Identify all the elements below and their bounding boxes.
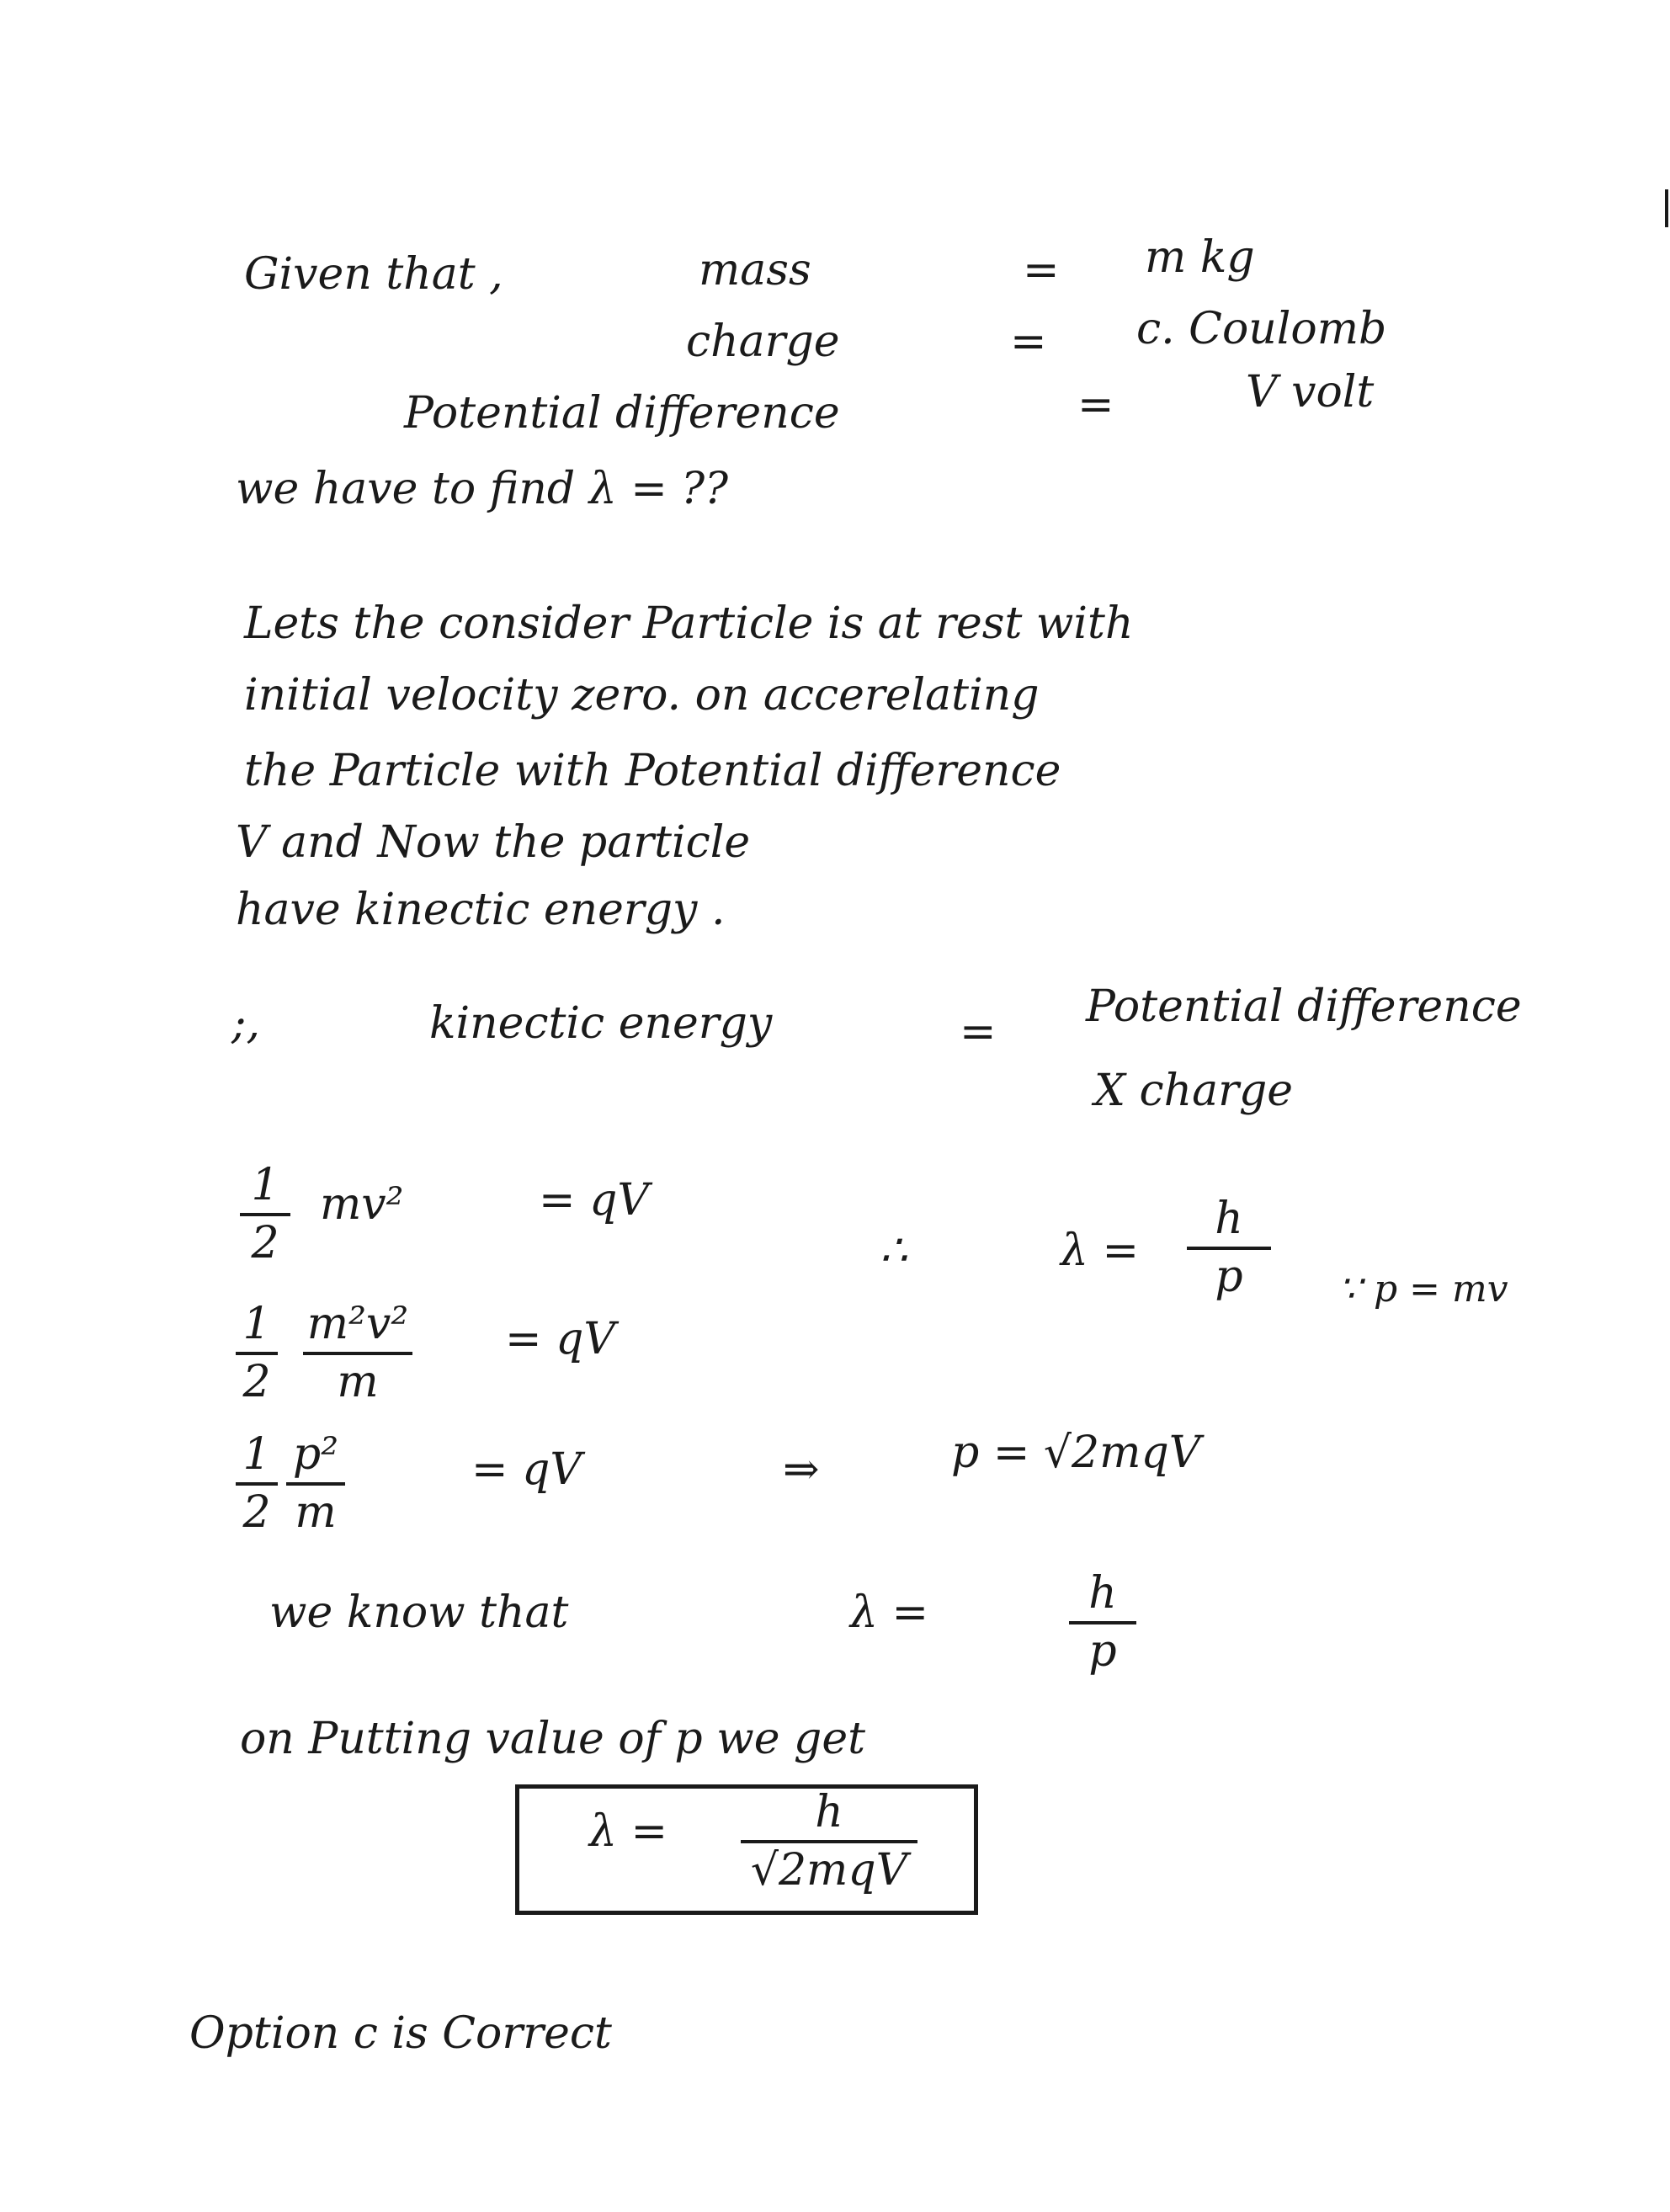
paragraph-line-3: the Particle with Potential difference <box>244 746 1061 796</box>
step3-half-num: 1 <box>242 1429 271 1480</box>
step3-rhs: = qV <box>471 1444 582 1495</box>
fraction-bar <box>1187 1247 1271 1250</box>
given-mass-eq: = <box>1023 245 1060 295</box>
ke-rhs-1: Potential difference <box>1086 981 1522 1032</box>
step1-term: mv² <box>320 1179 404 1230</box>
step1-rhs: = qV <box>539 1175 649 1226</box>
step2-half <box>236 1300 278 1406</box>
step3-half-den: 2 <box>242 1487 271 1539</box>
final-fraction <box>741 1789 917 1895</box>
page-edge-mark <box>1665 189 1668 227</box>
debroglie-note: ∵ p = mv <box>1338 1268 1508 1311</box>
paragraph-line-1: Lets the consider Particle is at rest with <box>244 598 1134 649</box>
step2-term-num: m²v² <box>306 1299 409 1349</box>
ke-lhs: kinectic energy <box>429 998 773 1049</box>
final-num: h <box>815 1787 843 1837</box>
debroglie-fraction <box>1187 1195 1271 1301</box>
paragraph-line-4: V and Now the particle <box>236 817 751 868</box>
paragraph-line-2: initial velocity zero. on accerelating <box>244 670 1040 720</box>
given-charge-label: charge <box>686 316 840 367</box>
step3-arrow: ⇒ <box>783 1444 820 1495</box>
debroglie-therefore: ∴ <box>880 1226 908 1276</box>
fraction-bar <box>1069 1621 1136 1624</box>
ke-rhs-2: X charge <box>1094 1066 1294 1116</box>
fraction-bar <box>286 1482 345 1486</box>
given-intro: Given that , <box>244 249 503 300</box>
given-pd-label: Potential difference <box>404 388 840 439</box>
find-line: we have to find λ = ?? <box>236 464 729 514</box>
debroglie-lhs: λ = <box>1061 1226 1140 1276</box>
step2-term-den: m <box>337 1357 379 1408</box>
fraction-bar <box>240 1213 290 1216</box>
given-pd-value: V volt <box>1246 367 1375 417</box>
know-fraction <box>1069 1570 1136 1676</box>
final-lhs: λ = <box>589 1806 668 1857</box>
step2-half-num: 1 <box>242 1299 271 1349</box>
debroglie-num: h <box>1215 1194 1243 1244</box>
debroglie-den: p <box>1215 1252 1243 1303</box>
know-den: p <box>1088 1626 1117 1678</box>
step1-half-num: 1 <box>251 1160 279 1210</box>
step2-half-den: 2 <box>242 1357 271 1408</box>
step3-term-num: p² <box>292 1429 339 1480</box>
step3-term-den: m <box>295 1487 337 1539</box>
step1-half-den: 2 <box>251 1218 279 1269</box>
step1-half <box>240 1162 290 1268</box>
given-pd-eq: = <box>1077 380 1114 430</box>
paragraph-line-5: have kinectic energy . <box>236 885 726 935</box>
given-mass-value: m kg <box>1145 232 1255 283</box>
given-charge-value: c. Coulomb <box>1136 304 1387 354</box>
given-mass-label: mass <box>699 245 811 295</box>
ke-prefix: ;, <box>231 998 261 1049</box>
given-charge-eq: = <box>1010 316 1047 367</box>
know-num: h <box>1088 1568 1117 1619</box>
step3-result: p = √2mqV <box>951 1428 1201 1478</box>
fraction-bar <box>236 1482 278 1486</box>
fraction-bar <box>303 1352 412 1355</box>
step2-term <box>303 1300 412 1406</box>
know-text: we know that <box>269 1587 569 1638</box>
ke-eq: = <box>960 1007 997 1057</box>
fraction-bar <box>741 1840 917 1843</box>
fraction-bar <box>236 1352 278 1355</box>
know-lhs: λ = <box>850 1587 929 1638</box>
step3-term <box>286 1431 345 1537</box>
step2-rhs: = qV <box>505 1314 615 1364</box>
putting-line: on Putting value of p we get <box>240 1714 866 1764</box>
final-den: √2mqV <box>750 1845 908 1896</box>
step3-half <box>236 1431 278 1537</box>
answer-line: Option c is Correct <box>189 2008 612 2059</box>
